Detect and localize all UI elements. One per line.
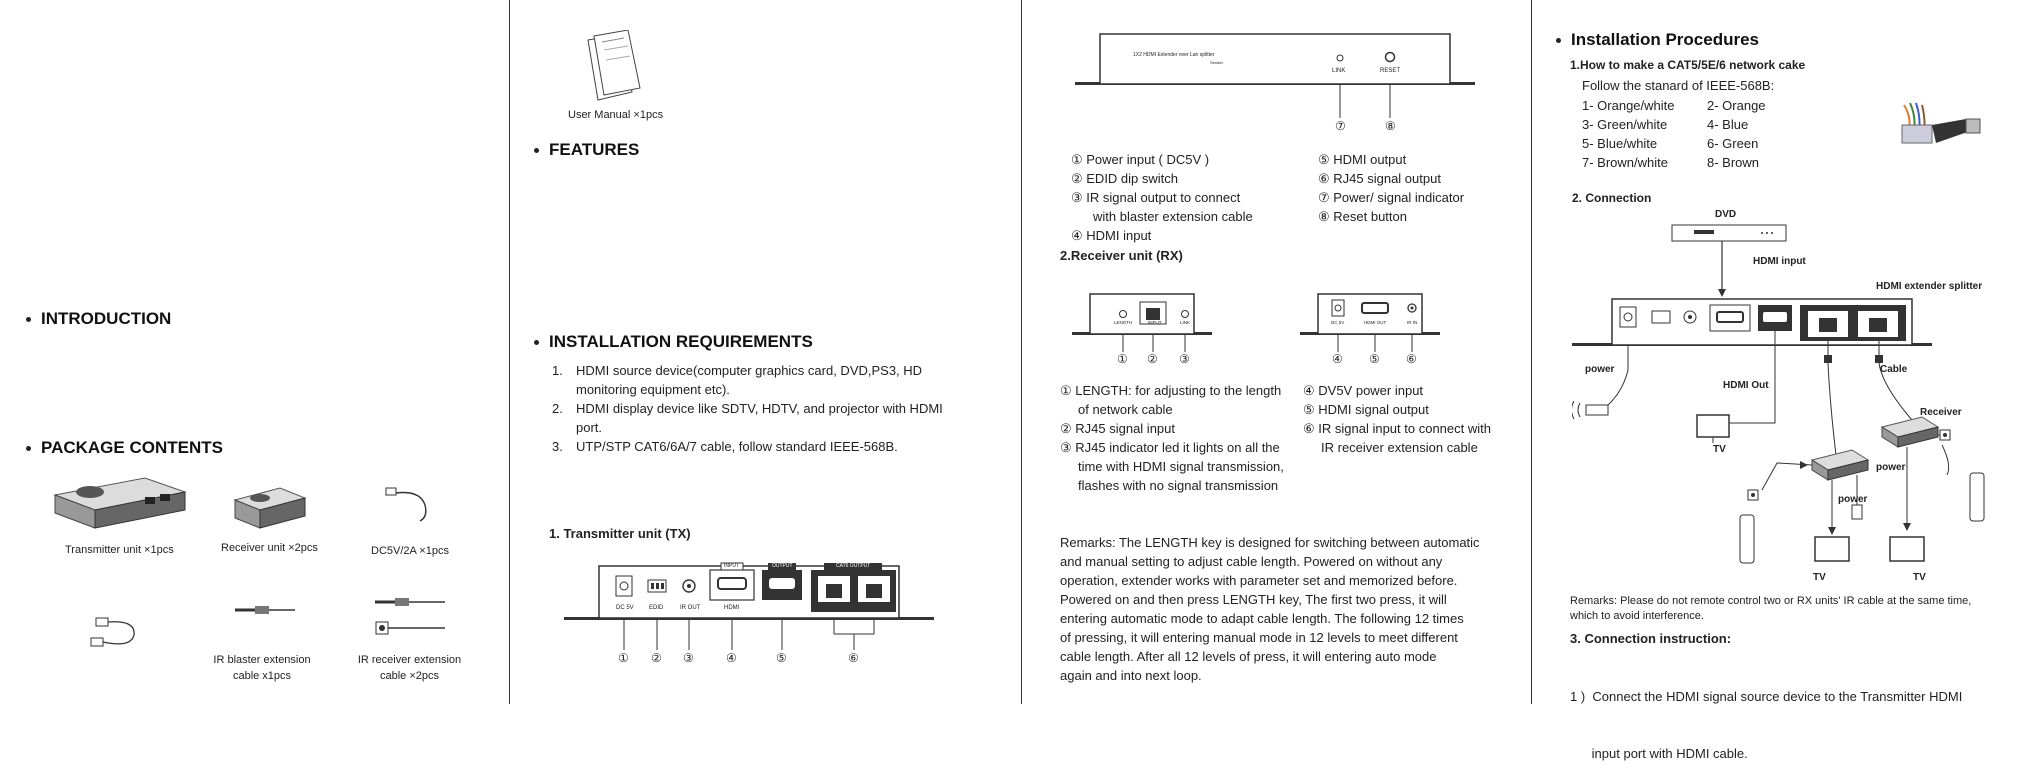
instruction-line: 1 ) Connect the HDMI signal source device to the Transmitter HDMI [1570,689,1963,704]
remarks-line: Remarks: The LENGTH key is designed for switching between automatic [1060,535,1480,550]
ir-blaster-extension-image [230,600,300,620]
package-contents-heading: PACKAGE CONTENTS [26,438,223,458]
hdmi-input-label: HDMI input [1753,256,1806,267]
transmitter-unit-image [50,470,190,535]
legend-item: IR receiver extension cable [1321,440,1478,455]
remarks-line: of pressing, it will entering manual mode in 12 levels to meet different [1060,630,1458,645]
pin-list-left [1582,96,1675,172]
cable-label: Cable [1880,364,1908,375]
connection-subheading: 2. Connection [1572,191,1652,205]
instruction-line: input port with HDMI cable. [1570,746,1748,761]
tx-port-labels [564,605,934,617]
connection-instruction-heading: 3. Connection instruction: [1570,631,1732,646]
legend-item: ⑧ Reset button [1318,209,1407,224]
tv-label-1: TV [1713,444,1726,455]
legend-item: ② RJ45 signal input [1060,421,1175,436]
user-manual-label: User Manual ×1pcs [568,109,664,121]
number-label: ⑤ [776,651,787,665]
pin-list-right [1707,96,1766,172]
port-label: DC 5V [1331,320,1345,325]
legend-item: with blaster extension cable [1093,209,1253,224]
transmitter-front-panel-diagram [1075,30,1475,140]
list-item: 2. HDMI display device like SDTV, HDTV, and projector with HDMI port. [552,401,943,435]
port-label: HDMI OUT [1364,320,1387,325]
number-label: ③ [1179,352,1190,366]
power-label-2: power [1876,462,1906,473]
link-label: LINK [1332,68,1346,74]
legend-item: ② EDID dip switch [1071,171,1179,186]
number-label: ⑥ [1406,352,1417,366]
port-label: HDMI [724,605,740,611]
legend-item: ⑦ Power/ signal indicator [1318,190,1465,205]
list-item: 1. HDMI source device(computer graphics card, DVD,PS3, HD monitoring equipment etc). [552,363,923,397]
tx-tab-labels [564,563,934,571]
number-label: ⑥ [848,651,859,665]
list-item: 3. UTP/STP CAT6/6A/7 cable, follow standard IEEE-568B. [552,439,898,454]
requirements-list [552,361,972,456]
legend-item: flashes with no signal transmission [1078,478,1279,493]
rx-back-labels [1300,320,1440,328]
front-panel-subtitle: Sender [1210,60,1223,65]
rx-legend-right [1303,381,1491,457]
transmitter-unit-heading: 1. Transmitter unit (TX) [549,526,691,541]
legend-item: ① Power input ( DC5V ) [1071,152,1210,167]
port-label: INPUT [1148,320,1162,325]
power-adapter-image [380,485,440,525]
rj45-cable-image [1896,95,1986,155]
legend-item: ④ HDMI input [1071,228,1152,243]
rx-front-labels [1072,320,1212,328]
pin-item: 2- Orange [1707,98,1766,113]
ieee-standard-text: Follow the stanard of IEEE-568B: [1582,78,1775,93]
rx-legend-left [1060,381,1284,495]
number-label: ④ [1332,352,1343,366]
installation-requirements-heading: INSTALLATION REQUIREMENTS [534,332,813,352]
features-heading: FEATURES [534,140,639,160]
receiver-label: Receiver [1920,407,1962,418]
number-label: ③ [683,651,694,665]
introduction-heading: INTRODUCTION [26,309,171,329]
front-panel-title: 1X2 HDMI Extender over Lan splitter [1133,52,1215,58]
legend-item: ④ DV5V power input [1303,383,1424,398]
number-label: ① [618,651,629,665]
legend-item: ⑥ RJ45 signal output [1318,171,1441,186]
pin-item: 4- Blue [1707,117,1749,132]
remarks-line: again and into next loop. [1060,668,1202,683]
tx-legend-left [1071,150,1253,245]
power-label-1: power [1585,364,1615,375]
tv-label-3: TV [1913,572,1926,583]
port-label: IR IN [1407,320,1418,325]
input-tab-label: INPUT [724,563,739,569]
number-label: ⑤ [1369,352,1380,366]
receiver-unit-label: Receiver unit ×2pcs [221,542,318,554]
pin-item: 3- Green/white [1582,117,1668,132]
pin-item: 8- Brown [1707,155,1760,170]
rx-back-numbers [1300,352,1440,366]
transmitter-unit-label: Transmitter unit ×1pcs [65,544,174,556]
column-divider [509,0,510,704]
hdmi-out-label: HDMI Out [1723,380,1769,391]
legend-item: ⑤ HDMI output [1318,152,1407,167]
receiver-unit-image [230,480,310,535]
port-label: LENGTH [1114,320,1133,325]
output-tab-label: OUTPUT [772,563,793,569]
legend-item: ③ RJ45 indicator led it lights on all the [1060,440,1280,455]
number-label: ④ [726,651,737,665]
rx-front-numbers [1072,352,1212,366]
remarks-line: which to avoid interference. [1570,610,1704,622]
network-cable-subheading: 1.How to make a CAT5/5E/6 network cake [1570,58,1806,72]
connection-instruction-text [1570,649,1962,782]
installation-procedures-heading: Installation Procedures [1556,30,1759,50]
legend-item: of network cable [1078,402,1173,417]
receiver-unit-heading: 2.Receiver unit (RX) [1060,248,1183,263]
remarks-line: cable length. After all 12 levels of press, it will entering auto mode [1060,649,1437,664]
cat6-tab-label: CAT6 OUTPUT [836,563,871,569]
remarks-line: and manual setting to adjust cable length. Powered on without any [1060,554,1443,569]
column-divider [1021,0,1022,704]
number-label: ① [1117,352,1128,366]
ir-receiver-label: IR receiver extension cable ×2pcs [357,654,462,682]
reset-label: RESET [1380,68,1401,74]
connection-remarks [1570,594,1971,624]
dvd-label: DVD [1715,209,1737,220]
ir-blaster-cable-image [86,610,156,660]
port-label: DC 5V [616,605,634,611]
splitter-label: HDMI extender splitter [1876,281,1983,292]
legend-item: ⑤ HDMI signal output [1303,402,1429,417]
port-label: HDMI [774,605,790,611]
tx-legend-right [1318,150,1464,226]
power-label-3: power [1838,494,1868,505]
front-number-7: ⑦ [1335,119,1346,133]
front-number-8: ⑧ [1385,119,1396,133]
port-label: LINK [1180,320,1191,325]
ir-blaster-label: IR blaster extension cable x1pcs [213,654,311,682]
tx-number-labels [564,651,934,665]
port-label: IR OUT [680,605,701,611]
column-divider [1531,0,1532,704]
remarks-line: entering automatic mode to adapt cable length. The following 12 times [1060,611,1464,626]
remarks-line: operation, extender works with parameter set and memorized before. [1060,573,1458,588]
legend-item: ⑥ IR signal input to connect with [1303,421,1491,436]
power-adapter-label: DC5V/2A ×1pcs [371,545,449,557]
user-manual-image [584,30,644,105]
port-label: EDID [649,605,664,611]
remarks-paragraph [1060,533,1480,685]
number-label: ② [1147,352,1158,366]
pin-item: 6- Green [1707,136,1759,151]
legend-item: ① LENGTH: for adjusting to the length [1060,383,1282,398]
ir-receiver-extension-image [370,592,450,637]
number-label: ② [651,651,662,665]
remarks-line: Powered on and then press LENGTH key, The first two press, it will [1060,592,1447,607]
legend-item: time with HDMI signal transmission, [1078,459,1284,474]
legend-item: ③ IR signal output to connect [1071,190,1241,205]
pin-item: 5- Blue/white [1582,136,1658,151]
pin-item: 1- Orange/white [1582,98,1675,113]
pin-item: 7- Brown/white [1582,155,1668,170]
remarks-line: Remarks: Please do not remote control two or RX units' IR cable at the same time, [1570,595,1972,607]
tv-label-2: TV [1813,572,1826,583]
